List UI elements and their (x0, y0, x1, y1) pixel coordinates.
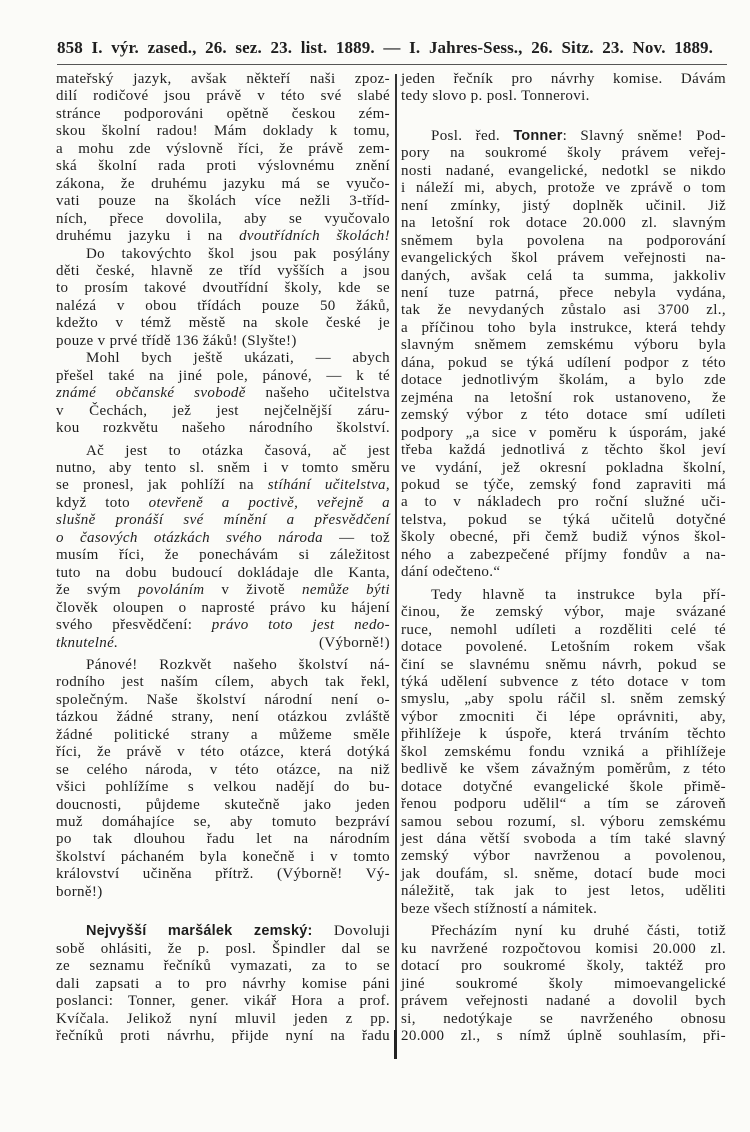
text: zejména na letošní rok ustanoveno, že (401, 389, 726, 406)
text: smyslu, „aby spolu ráčil sl. sněm zemský (401, 691, 726, 708)
text: dána, pokud se týká udílení podpor z této (401, 354, 726, 371)
text: dotace povolené. Letošním rokem však (401, 639, 726, 656)
text: pouze v prvé třídě 136 žáků! (Slyšte!) (56, 332, 297, 349)
text: ného a zabezpečené příjmy fondův a na- (401, 546, 726, 563)
text: samou sebou rozumí, sl. výboru zemskému (401, 813, 726, 830)
text: dilí rodičové jsou právě v této své slabé (56, 88, 390, 105)
text: v Čechách, jež jest nejčelnější záru- (56, 402, 390, 419)
column-divider-foot (394, 1030, 397, 1059)
text-line (401, 814, 726, 831)
text: jak doufám, sl. sněme, dotací bude moci (401, 865, 726, 882)
text-line (56, 280, 390, 297)
text-line (401, 268, 726, 285)
text: děti české, hlavně ze tříd vyšších a jsou (56, 262, 390, 279)
text: v životě (204, 582, 303, 599)
text-line (401, 494, 726, 511)
text: skou školní radou! Mám doklady k tomu, (56, 123, 390, 140)
text-line (401, 145, 726, 162)
text-line (56, 976, 390, 993)
text-line (401, 250, 726, 267)
text: slavným sněmem zemskému výboru byla (401, 337, 726, 354)
text-line (401, 1011, 726, 1028)
text-line (56, 744, 390, 761)
text: školy obecné, při čemž budiž výnos škol- (401, 529, 726, 546)
text-line (56, 263, 390, 280)
text: není tuze patrná, přece nebyla vydána, (401, 284, 726, 301)
text-line (401, 71, 726, 88)
text: Kvíčala. Jelikož nyní mluvil jeden z pp. (56, 1010, 390, 1027)
column-divider (395, 74, 397, 1059)
text-line (401, 425, 726, 442)
paragraph (56, 71, 390, 246)
text: když toto (56, 494, 149, 511)
italic-text: nemůže býti (302, 582, 391, 599)
text-line (56, 674, 390, 691)
text-line (401, 337, 726, 354)
text-line (401, 744, 726, 761)
text: školství páchaném byla konečně i v tomto (56, 848, 390, 865)
text: evangelických škol právem veřejnosti na- (401, 250, 726, 267)
text: a příčinou toho byla instrukce, která tehdy (401, 319, 726, 336)
text: bedlivě ke všem závažným poměrům, z této (401, 761, 726, 778)
left-column (56, 71, 390, 1045)
text: ve vydání, jež okresní pokladna školní, (401, 459, 726, 476)
text: nosti nadané, evangelické, nedotkl se nikdo (401, 162, 726, 179)
text: jest dána větší svoboda a tím také slavný (401, 831, 726, 848)
text: že svým (56, 582, 138, 599)
text: náležitě, tak jak to jest letos, uděliti (401, 883, 726, 900)
text-line (401, 901, 726, 918)
text-line (401, 993, 726, 1010)
text: Mohl bych ještě ukázati, — abych (86, 350, 390, 367)
text-line (56, 350, 390, 367)
text: týká udělení subvence z této dotace v tom (401, 673, 726, 690)
text-line (56, 582, 390, 599)
text: 20.000 zl., s nímž úplně souhlasím, při- (401, 1028, 726, 1045)
text: Dovoluji (312, 923, 390, 940)
text: na letošní rok dotace 20.000 zl. slavným (401, 215, 726, 232)
text: muž domáhajíce se, aby tomuto bezpráví (56, 814, 390, 831)
right-column (401, 71, 726, 1045)
text-line (56, 884, 390, 901)
text-line (401, 883, 726, 900)
text: poslanci: Tonner, gener. vikář Hora a prof. (56, 993, 390, 1010)
text: stránce podporováni opětně českou zém- (56, 105, 390, 122)
text: nutno, aby tento sl. sněm i v tomto směru (56, 459, 390, 476)
italic-text: dvoutřídních školách! (239, 228, 390, 245)
text: pokud se týče, zemský fond zapraviti má (401, 476, 726, 493)
text: tázkou žádné strany, není otázkou zvláště (56, 709, 390, 726)
text-line (56, 635, 390, 652)
paragraph (56, 443, 390, 652)
text: sněmem byla povolena na podporování (401, 232, 726, 249)
text: ze seznamu řečníků vymazati, za to se (56, 958, 390, 975)
text: všici pohlížíme s velkou nadějí do bu- (56, 779, 390, 796)
text: daných, avšak celá ta summa, jakkoliv (401, 267, 726, 284)
text: řenou podporu udělil“ a tím se zároveň (401, 796, 726, 813)
text-line (401, 976, 726, 993)
text: borně!) (56, 883, 103, 900)
text-line (56, 547, 390, 564)
text-line (56, 709, 390, 726)
text-line (401, 442, 726, 459)
text-line (401, 674, 726, 691)
text-line (56, 315, 390, 332)
text-line (401, 372, 726, 389)
text-line (401, 587, 726, 604)
text: musím říci, že ponechávám si záležitost (56, 547, 390, 564)
text-line (56, 385, 390, 402)
text: přešel také na jiné pole, pánové, — k té (56, 367, 390, 384)
text: sobě ohlásiti, že p. posl. Špindler dal se (56, 940, 390, 957)
text-line (401, 302, 726, 319)
text: zákona, že druhému jazyku má se vyučo- (56, 175, 390, 192)
text-line (56, 617, 390, 634)
text: vati pouze na školách více nežli 3-tříd- (56, 193, 390, 210)
text: telstva, pokud se týká učitelů dotyčné (401, 511, 726, 528)
text-line (56, 333, 390, 350)
italic-text: o časových otázkách svého národa (56, 529, 324, 546)
text-line (56, 727, 390, 744)
text-line (401, 128, 726, 145)
text: beze všech stížností a námitek. (401, 900, 598, 917)
text: kdežto v témž městě na skole české je (56, 315, 390, 332)
text-line (56, 403, 390, 420)
text-line (56, 849, 390, 866)
text: není zmínky, jistý doplněk učinil. Již (401, 197, 726, 214)
text: mateřský jazyk, avšak někteří naši zpoz- (56, 71, 390, 87)
text: : Slavný sněme! Pod- (562, 127, 726, 144)
italic-text: právo toto jest nedo- (211, 617, 390, 634)
text-line (56, 443, 390, 460)
italic-text: tknutelné. (56, 634, 119, 651)
text-line (401, 639, 726, 656)
text-line (56, 193, 390, 210)
text-line (401, 320, 726, 337)
text-line (56, 368, 390, 385)
text: jiné soukromé školy mimoevangelické (401, 975, 726, 992)
text: tak že nevydaných zůstalo asi 3700 zl., (401, 302, 726, 319)
text: po tak dlouhou řadu let na národním (56, 831, 390, 848)
text-line (56, 993, 390, 1010)
text-line (401, 761, 726, 778)
paragraph (401, 923, 726, 1045)
text-line (56, 106, 390, 123)
text: svého přesvědčení: (56, 617, 212, 634)
text-line (56, 866, 390, 883)
text-line (56, 211, 390, 228)
text: Přecházím nyní ku druhé části, totiž (431, 923, 726, 940)
text-line (401, 831, 726, 848)
text: Ač jest to otázka časová, ač jest (86, 442, 390, 459)
text: žádné politické strany a můžeme směle (56, 726, 390, 743)
italic-text: stíhání učitelstva, (267, 477, 390, 494)
text: zemský výbor z této dotace smí udíleti (401, 407, 726, 424)
text-line (56, 958, 390, 975)
text: Do takovýchto škol jsou pak posýlány (86, 245, 390, 262)
text-line (56, 512, 390, 529)
text: druhému jazyku i na (56, 228, 240, 245)
text-line (401, 958, 726, 975)
text-line (401, 1028, 726, 1045)
text: škol zemskému fondu vzniká a přihlížeje (401, 743, 726, 760)
text: říci, že právě v této otázce, která dotýká (56, 744, 390, 761)
text: podpory „a sice v poměru k úsporám, jaké (401, 424, 726, 441)
text: Posl. řed. (431, 127, 514, 144)
paragraph (401, 128, 726, 582)
text-line (401, 215, 726, 232)
text-line (401, 564, 726, 581)
text: království učiněna přítrž. (Výborně! Vý- (56, 866, 390, 883)
paragraph (401, 587, 726, 919)
page-header: 858 I. výr. zased., 26. sez. 23. list. 1889. — I. Jahres-Sess., 26. Sitz. 23. Nov. 1889. (57, 38, 713, 57)
paragraph (56, 246, 390, 351)
text-line (401, 657, 726, 674)
speaker-name: Nejvyšší maršálek zemský: (86, 923, 313, 940)
text-line (56, 762, 390, 779)
paragraph (56, 923, 390, 1045)
text-line (401, 355, 726, 372)
text-line (401, 941, 726, 958)
text-line (401, 848, 726, 865)
text-line (56, 530, 390, 547)
text: i náleží mi, abych, protože ve zprávě o tom (401, 180, 726, 197)
text-line (401, 779, 726, 796)
text: výbor zmocniti či lépe oprávniti, aby, (401, 708, 726, 725)
text-line (56, 495, 390, 512)
text-line (56, 123, 390, 140)
text-line (56, 600, 390, 617)
text-line (56, 88, 390, 105)
text-line (401, 691, 726, 708)
text-line (401, 512, 726, 529)
italic-text: povoláním (137, 582, 205, 599)
text: činou, že zemský výbor, maje svázané (401, 604, 726, 621)
text-line (56, 298, 390, 315)
text-line (56, 1011, 390, 1028)
text: ská školní rada proti výslovnému znění (56, 158, 390, 175)
text-line (401, 390, 726, 407)
speaker-name: Tonner (513, 127, 563, 144)
text: třeba každá jednotlivá z těchto škol jeví (401, 442, 726, 459)
text-line (56, 923, 390, 940)
header-rule (57, 64, 727, 65)
paragraph (401, 71, 726, 106)
text-line (56, 692, 390, 709)
text-line (56, 71, 390, 88)
text: našeho učitelstva (245, 385, 390, 402)
text-line (401, 866, 726, 883)
text: — tož (323, 529, 390, 546)
text: Tedy hlavně ta instrukce byla pří- (431, 586, 726, 603)
text: se pronesl, jak pohlíží na (56, 477, 268, 494)
text: dotací pro soukromé školy, taktéž pro (401, 958, 726, 975)
text: řečníků proti návrhu, přijde nyní na řadu (56, 1028, 390, 1045)
text: činí se slavnému sněmu návrh, pokud se (401, 656, 726, 673)
text-line (401, 233, 726, 250)
text: ku navržené rozpočtovou komisi 20.000 zl. (401, 940, 726, 957)
text-line (56, 797, 390, 814)
paragraph (56, 350, 390, 437)
text-line (56, 779, 390, 796)
text-line (401, 180, 726, 197)
text-line (56, 176, 390, 193)
text: přihlížeje k úspoře, která trváním těchto (401, 726, 726, 743)
text-line (401, 547, 726, 564)
text-line (56, 141, 390, 158)
text: si, nedotýkaje se navrženého obnosu (401, 1010, 726, 1027)
text: společným. Naše školství národní není o- (56, 691, 390, 708)
text-line (401, 88, 726, 105)
text-line (401, 407, 726, 424)
text: a mohu zde výslovně říci, že právě zem- (56, 140, 390, 157)
italic-text: známé občanské svobodě (56, 385, 246, 402)
text: to prosím takové dvoutřídní školy, kde se (56, 280, 390, 297)
text-line (401, 477, 726, 494)
text: zemský výbor navrženou a povolenou, (401, 848, 726, 865)
text-line (401, 198, 726, 215)
text: pory na soukromé školy právem veřej- (401, 145, 726, 162)
text-line (56, 460, 390, 477)
text-line (56, 657, 390, 674)
paragraph (56, 657, 390, 901)
text-line (56, 1028, 390, 1045)
text: jeden řečník pro návrhy komise. Dávám (401, 71, 726, 87)
text: nalézá v obou třídách pouze 50 žáků, (56, 297, 390, 314)
text: se celého národa, v této otázce, na niž (56, 761, 390, 778)
text-line (401, 529, 726, 546)
text: a to v nákladech pro roční služné uči- (401, 494, 726, 511)
text: Pánové! Rozkvět našeho školství ná- (86, 656, 390, 673)
text-line (401, 622, 726, 639)
text-line (56, 420, 390, 437)
text: (Výborně!) (118, 634, 390, 651)
italic-text: slušně pronáší své mínění a přesvědčení (56, 512, 390, 529)
italic-text: otevřeně a poctivě, veřejně a (148, 494, 390, 511)
text-line (401, 285, 726, 302)
text-line (56, 228, 390, 245)
text-line (56, 814, 390, 831)
text-line (401, 796, 726, 813)
text-line (56, 941, 390, 958)
text-line (401, 923, 726, 940)
text-line (401, 726, 726, 743)
text: právem veřejnosti nadané a dovolil bych (401, 993, 726, 1010)
text-line (56, 565, 390, 582)
text: dotace dotyčné evangelické škole přimě- (401, 778, 726, 795)
text-line (401, 604, 726, 621)
text: člověk oloupen o naprosté právo ku hájení (56, 599, 390, 616)
text: ruce, nemohl udíleti a rozděliti celé té (401, 621, 726, 638)
text-line (56, 477, 390, 494)
text: rodního jest naším cílem, abych tak řekl, (56, 674, 390, 691)
text: tuto na dobu budoucí dokládaje dle Kanta, (56, 564, 390, 581)
text: doucnosti, půjdeme skutečně jako jeden (56, 796, 390, 813)
text-line (56, 158, 390, 175)
text: dotace jednotlivým školám, a bylo zde (401, 372, 726, 389)
text: ních, přece dovolila, aby se vyučovalo (56, 210, 390, 227)
text-line (401, 709, 726, 726)
text-line (401, 460, 726, 477)
text-line (56, 246, 390, 263)
text-line (401, 163, 726, 180)
text-line (56, 831, 390, 848)
text: kou rozkvětu našeho národního školství. (56, 420, 390, 437)
text: dali zapsati a to pro návrhy komise páni (56, 975, 390, 992)
text: tedy slovo p. posl. Tonnerovi. (401, 88, 590, 105)
text: dání odečteno.“ (401, 564, 501, 581)
